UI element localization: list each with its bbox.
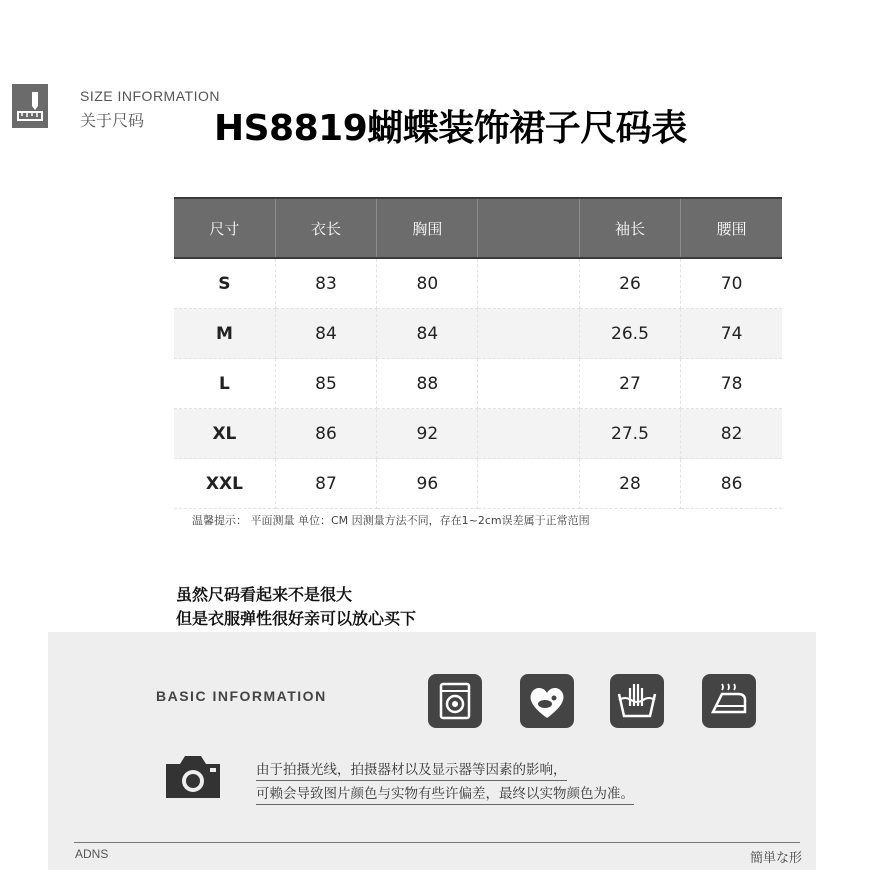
table-cell: 28: [579, 459, 680, 509]
table-cell: 83: [275, 258, 376, 309]
table-cell: [478, 359, 579, 409]
table-cell: 82: [681, 409, 782, 459]
table-row: [174, 309, 782, 359]
table-cell: 92: [377, 409, 478, 459]
basic-information-panel: [48, 632, 816, 870]
table-cell: 85: [275, 359, 376, 409]
table-cell: 86: [681, 459, 782, 509]
table-cell: L: [174, 359, 275, 409]
table-cell: 27.5: [579, 409, 680, 459]
table-row: [174, 359, 782, 409]
table-cell: 27: [579, 359, 680, 409]
heart-stain-icon: [520, 674, 574, 728]
table-cell: 87: [275, 459, 376, 509]
ruler-pencil-icon: [12, 84, 48, 128]
table-cell: 86: [275, 409, 376, 459]
table-row: [174, 459, 782, 509]
table-cell: 96: [377, 459, 478, 509]
table-cell: 84: [275, 309, 376, 359]
table-cell: [478, 258, 579, 309]
table-cell: XL: [174, 409, 275, 459]
table-cell: 78: [681, 359, 782, 409]
column-header: 尺寸: [174, 198, 275, 258]
size-table: [174, 197, 782, 509]
table-cell: [478, 309, 579, 359]
table-cell: 84: [377, 309, 478, 359]
footer-right-label: 簡単な形: [749, 851, 802, 866]
tagline-line-2: 但是衣服弹性很好亲可以放心买下: [176, 609, 417, 628]
iron-icon: [702, 674, 756, 728]
column-header: 衣长: [275, 198, 376, 258]
table-row: [174, 409, 782, 459]
hand-wash-icon: [610, 674, 664, 728]
table-cell: XXL: [174, 459, 275, 509]
table-cell: 74: [681, 309, 782, 359]
column-header: 腰围: [681, 198, 782, 258]
column-header: 胸围: [377, 198, 478, 258]
disclaimer-line-2: 可赖会导致图片颜色与实物有些许偏差，最终以实物颜色为准。: [256, 782, 634, 805]
measurement-note: 温馨提示： 平面测量 单位：CM 因测量方法不同，存在1~2cm误差属于正常范围: [192, 514, 590, 527]
table-cell: [478, 409, 579, 459]
page-title: HS8819蝴蝶装饰裙子尺码表: [214, 108, 687, 149]
table-cell: [478, 459, 579, 509]
table-cell: 80: [377, 258, 478, 309]
divider: [74, 842, 800, 843]
size-information-label: SIZE INFORMATION: [80, 88, 220, 104]
column-header: [478, 198, 579, 258]
table-cell: 88: [377, 359, 478, 409]
washing-machine-icon: [428, 674, 482, 728]
table-cell: S: [174, 258, 275, 309]
table-cell: 26: [579, 258, 680, 309]
footer-left-label: ADNS: [75, 847, 109, 861]
tagline-line-1: 虽然尺码看起来不是很大: [176, 585, 353, 604]
table-header-row: [174, 198, 782, 258]
disclaimer-line-1: 由于拍摄光线，拍摄器材以及显示器等因素的影响，: [256, 758, 567, 781]
basic-information-title: BASIC INFORMATION: [156, 688, 327, 704]
table-row: [174, 258, 782, 309]
size-information-cn-label: 关于尺码: [80, 111, 145, 130]
table-cell: 26.5: [579, 309, 680, 359]
table-cell: 70: [681, 258, 782, 309]
camera-icon: [162, 750, 224, 806]
table-cell: M: [174, 309, 275, 359]
column-header: 袖长: [579, 198, 680, 258]
